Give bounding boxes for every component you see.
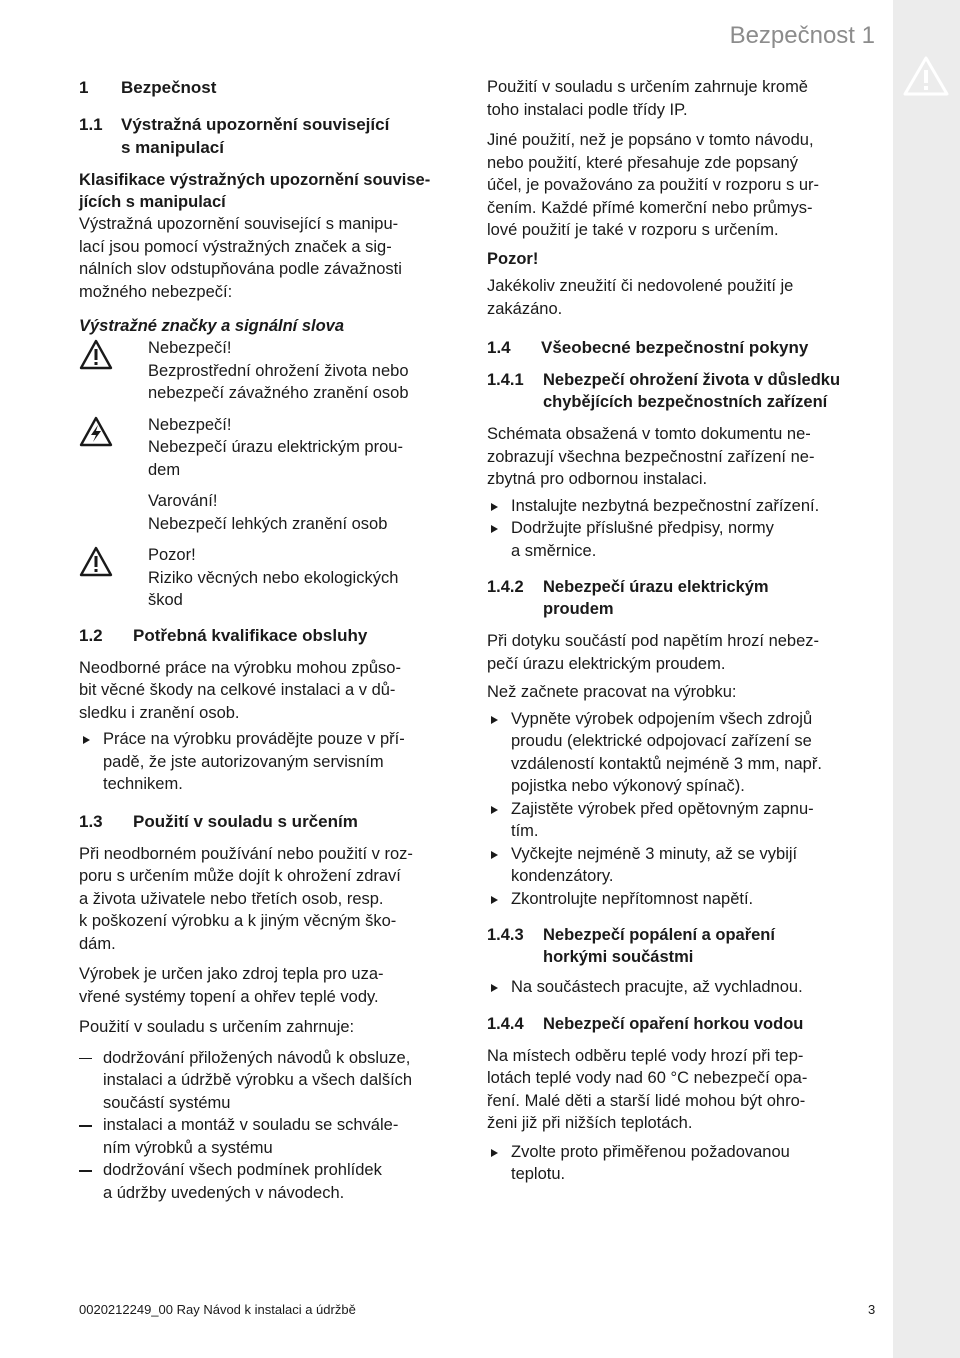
list-item: Instalujte nezbytná bezpečnostní zařízení. [487,495,882,518]
bullet-arrow-icon [487,976,511,999]
subsection-heading-1-4-1: 1.4.1 Nebezpečí ohrožení života v důsledku chybějících bezpečnostních zařízení [487,371,841,411]
left-column [79,76,479,1204]
list-item: instalaci a montáž v souladu se schvále- ním výrobků a systému [79,1114,479,1159]
warning-item-caution: Pozor! Riziko věcných nebo ekologických škod [79,544,479,612]
list-item: Vyčkejte nejméně 3 minuty, až se vybijí kondenzátory. [487,843,882,888]
warning-item-warning: Varování! Nebezpečí lehkých zranění osob [148,492,388,533]
bullet-arrow-icon [487,798,511,843]
list-item: Dodržujte příslušné předpisy, normy a směrnice. [487,517,882,562]
list-item: dodržování přiložených návodů k obsluze, instalaci a údržbě výrobku a všech dalších součástí systému [79,1047,479,1115]
caution-triangle-icon [79,544,148,612]
dash-marker [79,1114,103,1159]
bullet-arrow-icon [487,495,511,518]
signals-heading: Výstražné značky a signální slova [79,317,345,335]
warning-triangle-icon [902,55,950,97]
warning-triangle-icon [79,337,148,405]
list-item: dodržování všech podmínek prohlídek a údržby uvedených v návodech. [79,1159,479,1204]
intended-use-body: Při neodborném používání nebo použití v roz- poru s určením může dojít k ohrožení zdraví a života uživatele nebo třetích osob, resp. k poškození výrobku a k jiným věcným ško- dám. [79,844,413,953]
ip-class-note: Použití v souladu s určením zahrnuje kromě toho instalaci podle třídy IP. [487,78,808,119]
section-heading-1-2: 1.2 Potřebná kvalifikace obsluhy [79,625,368,645]
subsection-heading-1-4-3: 1.4.3 Nebezpečí popálení a opaření horkými součástmi [487,926,775,966]
right-column: Použití v souladu s určením zahrnuje kromě toho instalaci podle třídy IP. Jiné použití, než je popsáno v tomto návodu, nebo použití, které přesahuje zde popsaný účel, je považováno za použití v rozporu s ur- čením. Každé přímé komerční nebo průmys- lové použití je také v rozporu s určením. Pozor! Jakékoliv zneužití či nedovolené použití je zakázáno. 1.4 Všeobecné bezpečnostní pokyny 1.4.1 Nebezpečí ohrožení života v důsledku chybějících bezpečnostních zařízení Schémata obsažená v tomto dokumentu ne- zobrazují všechna bezpečnostní zařízení ne- zbytná pro odbornou instalaci. Instalujte nezbytná bezpečnostní zařízení. Dodržujte příslušné předpisy, normy a směrnice. 1.4.2 Nebezpečí úrazu elektrickým proudem Při dotyku součástí pod napětím hrozí nebez- pečí úrazu elektrickým proudem. Než začnete pracovat na výrobku: Vypněte výrobek odpojením všech zdrojů proudu (elektrické odpojovací zařízení se vzdáleností kontaktů nejméně 3 mm, např. pojistka nebo výkonový spínač). Zajistěte výrobek před opětovným zapnu- tím. Vyčkejte nejméně 3 minuty, až se vybijí kondenzátory. Zkontrolujte nepřítomnost napětí. 1.4.3 Nebezpečí popálení a opaření horkými součástmi Na součástech pracujte, až vychladnou. 1.4.4 Nebezpečí opaření horkou vodou Na místech odběru teplé vody hrozí při tep- lotách teplé vody nad 60 °C nebezpečí opa- ření. Malé děti a starší lidé mohou být ohro- ženi již při nižších teplotách. Zvolte proto přiměřenou požadovanou teplotu. [487,76,882,1186]
subsection-heading-1-4-2: 1.4.2 Nebezpečí úrazu elektrickým proudem [487,578,769,618]
bullet-arrow-icon [487,708,511,798]
warning-item-danger: Nebezpečí! Bezprostřední ohrožení života nebo nebezpečí závažného zranění osob [79,337,479,405]
dash-marker [79,1159,103,1204]
list-item: Zkontrolujte nepřítomnost napětí. [487,888,882,911]
subsection-heading: 1.1 Výstražná upozornění související s manipulací [79,115,390,157]
intended-use-purpose: Výrobek je určen jako zdroj tepla pro uza- vřené systémy topení a ohřev teplé vody. [79,965,384,1006]
caution-word: Pozor! [487,249,539,268]
dash-marker [79,1047,103,1115]
bullet-arrow-icon [487,517,511,562]
list-item: Práce na výrobku provádějte pouze v pří- padě, že jste autorizovaným servisním technikem. [79,728,479,796]
classification-body: Výstražná upozornění související s manipu- lací jsou pomocí výstražných značek a sig- nálních slov odstupňována podle závažnosti možného nebezpečí: [79,215,402,301]
page-header: Bezpečnost 1 [729,22,875,49]
section-heading-1-4: 1.4 Všeobecné bezpečnostní pokyny [487,338,809,357]
bullet-arrow-icon [487,1141,511,1186]
bullet-arrow-icon [487,888,511,911]
classification-heading: Klasifikace výstražných upozornění souvise- jících s manipulací [79,171,431,211]
qualification-body: Neodborné práce na výrobku mohou způso- bit věcné škody na celkové instalaci a v dů- sledku i zranění osob. [79,658,401,722]
subsection-heading-1-4-4: 1.4.4 Nebezpečí opaření horkou vodou [487,1014,804,1033]
electric-hazard-icon [79,414,148,482]
section-heading: 1 Bezpečnost [79,78,217,97]
intended-use-includes: Použití v souladu s určením zahrnuje: [79,1018,355,1036]
list-item: Vypněte výrobek odpojením všech zdrojů proudu (elektrické odpojovací zařízení se vzdáleností kontaktů nejméně 3 mm, např. pojistka nebo výkonový spínač). [487,708,882,798]
misuse-note: Jiné použití, než je popsáno v tomto návodu, nebo použití, které přesahuje zde popsaný účel, je považováno za použití v rozporu s ur- čením. Každé přímé komerční nebo průmys- lové použití je také v rozporu s určením. [487,131,820,239]
side-tab [893,0,960,1358]
bullet-arrow-icon [79,728,103,796]
list-item: Na součástech pracujte, až vychladnou. [487,976,882,999]
footer-doc-ref: 0020212249_00 Ray Návod k instalaci a údržbě [79,1302,356,1317]
warning-item-electric: Nebezpečí! Nebezpečí úrazu elektrickým prou- dem [79,414,479,482]
list-item: Zajistěte výrobek před opětovným zapnu- tím. [487,798,882,843]
section-heading-1-3: 1.3 Použití v souladu s určením [79,811,358,831]
list-item: Zvolte proto přiměřenou požadovanou teplotu. [487,1141,882,1186]
caution-body: Jakékoliv zneužití či nedovolené použití je zakázáno. [487,277,794,318]
page-number: 3 [868,1302,876,1317]
bullet-arrow-icon [487,843,511,888]
